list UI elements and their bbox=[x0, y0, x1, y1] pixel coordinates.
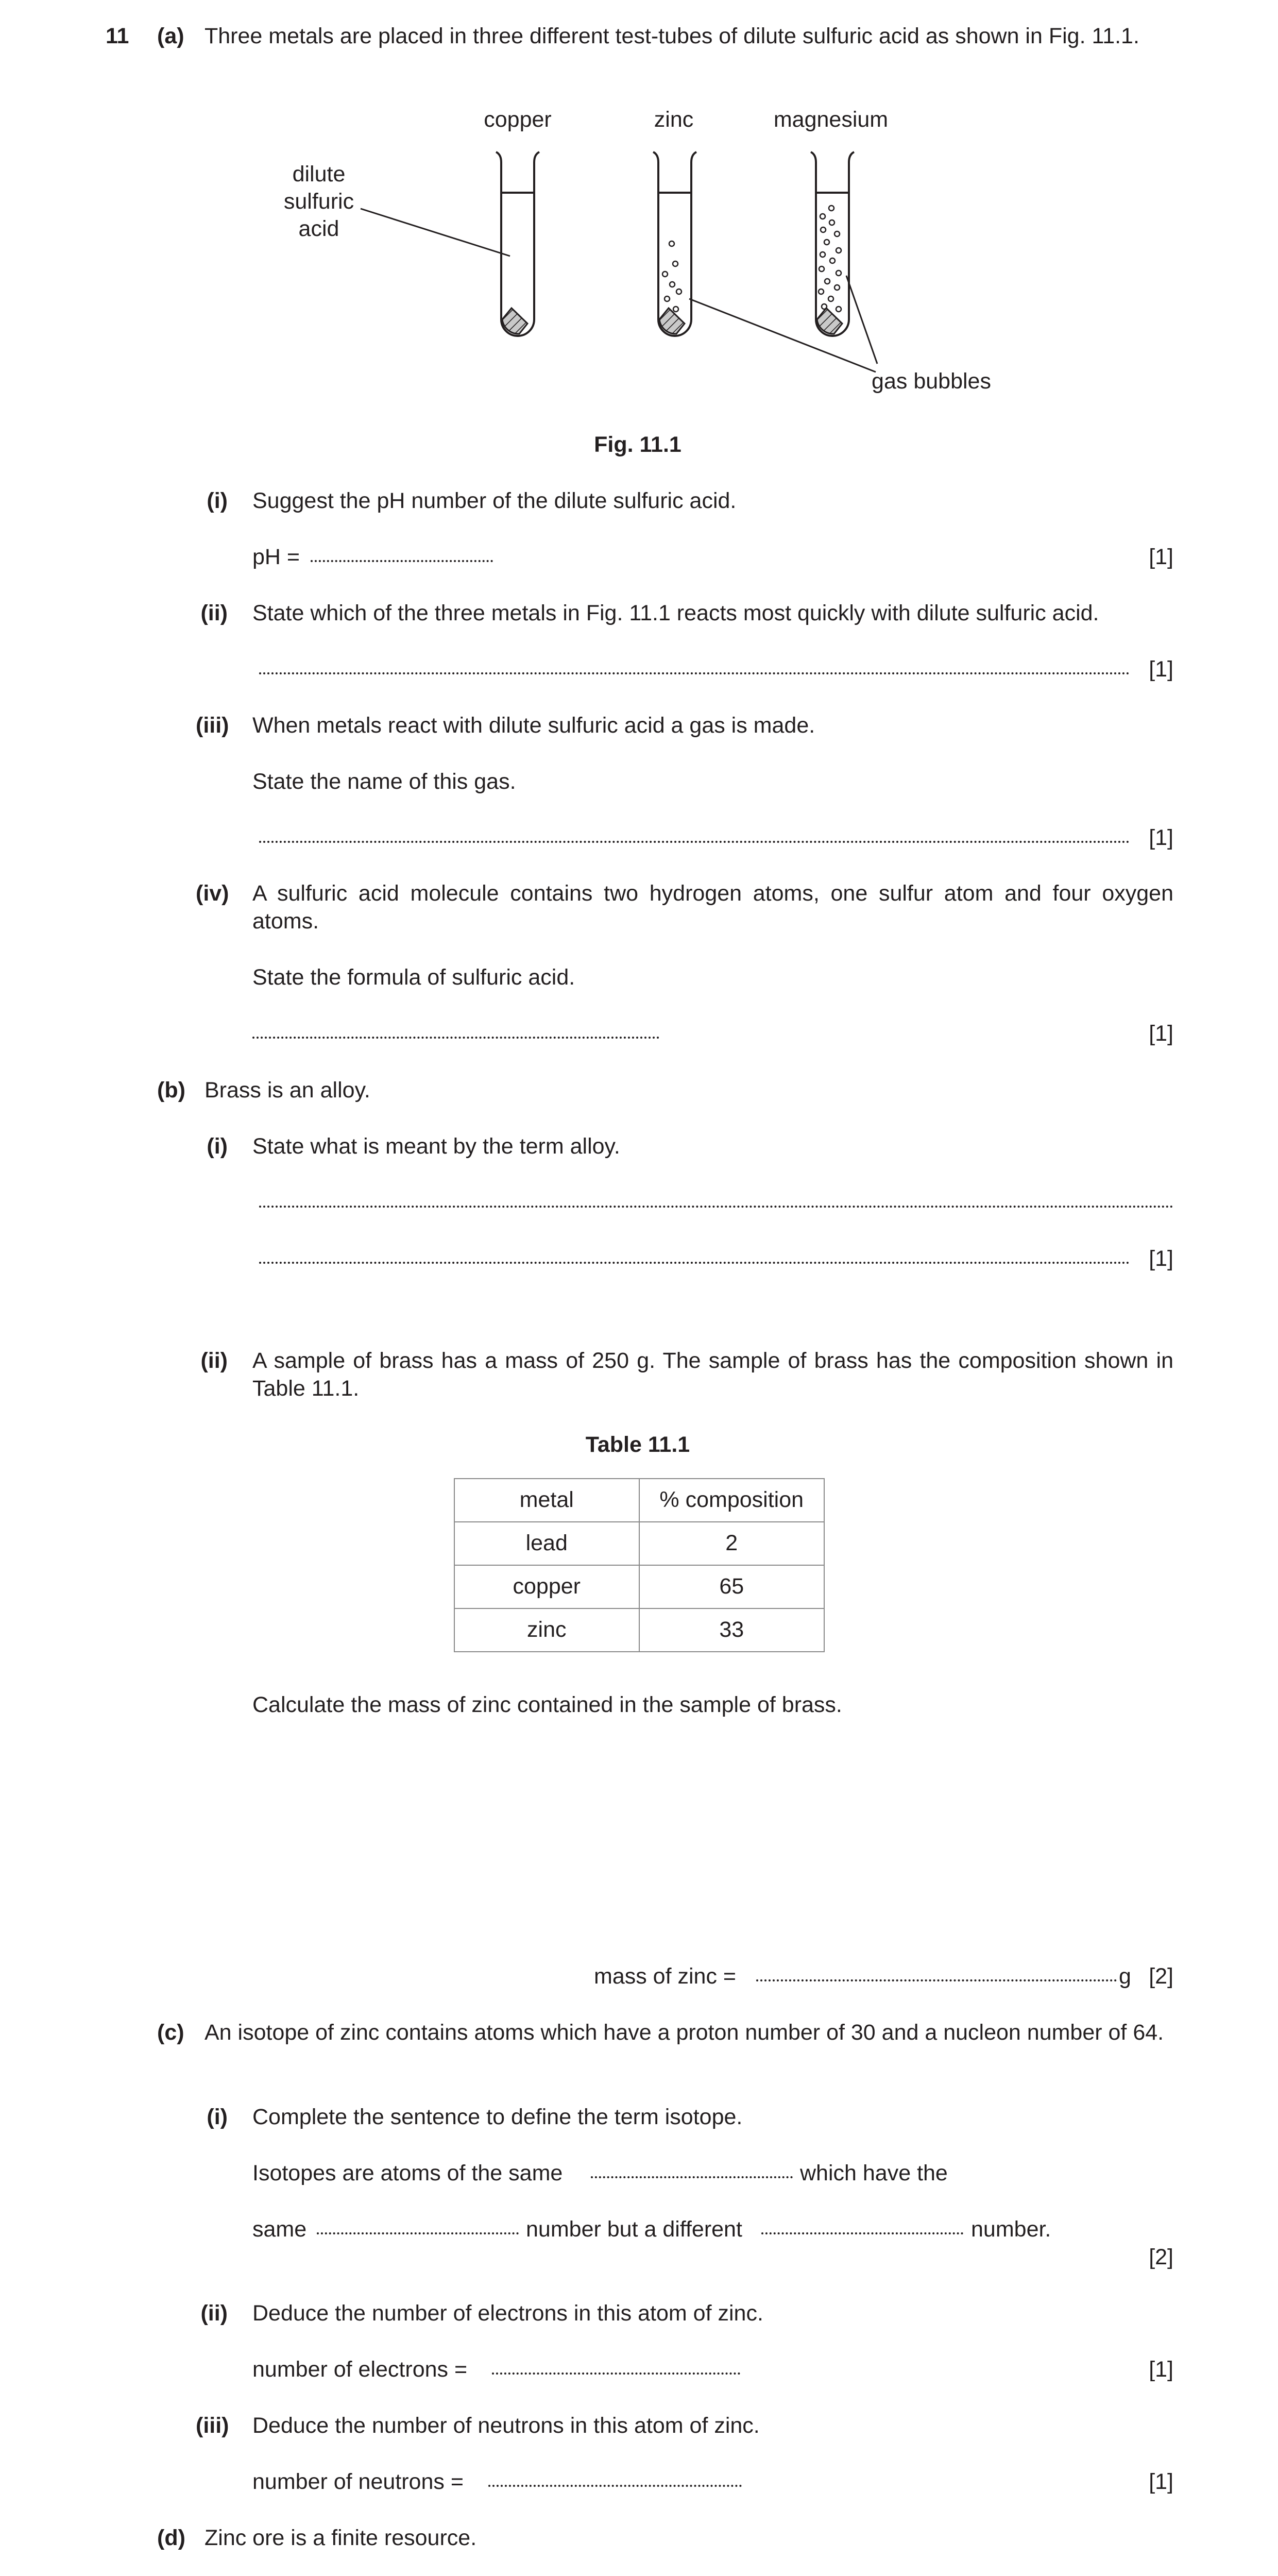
mark-b-i: [1] bbox=[1149, 1246, 1173, 1271]
part-c-ii-label: (ii) bbox=[200, 2301, 228, 2326]
answer-line-a-ii[interactable] bbox=[259, 672, 1130, 674]
part-a-iii-text: When metals react with dilute sulfuric acid a gas is made. bbox=[252, 713, 815, 738]
isotope-sentence-2a: same bbox=[252, 2217, 307, 2242]
part-b-label: (b) bbox=[157, 1078, 185, 1103]
table-cell-percent: 33 bbox=[639, 1608, 825, 1652]
answer-line-b-i-1[interactable] bbox=[259, 1206, 1173, 1208]
part-b-ii-label: (ii) bbox=[200, 1348, 228, 1373]
isotope-sentence-1b: which have the bbox=[800, 2161, 948, 2185]
part-b-i-text: State what is meant by the term alloy. bbox=[252, 1134, 620, 1159]
table-cell-metal: zinc bbox=[454, 1608, 639, 1652]
ph-answer-line[interactable] bbox=[311, 560, 493, 562]
part-c-label: (c) bbox=[157, 2020, 184, 2045]
part-c-iii-label: (iii) bbox=[196, 2413, 229, 2438]
mark-c-iii: [1] bbox=[1149, 2469, 1173, 2494]
isotope-blank-2[interactable] bbox=[317, 2232, 519, 2234]
ph-answer-prefix: pH = bbox=[252, 545, 300, 569]
part-a-i-label: (i) bbox=[207, 488, 228, 513]
table-title: Table 11.1 bbox=[585, 1432, 690, 1457]
table-cell-percent: 65 bbox=[639, 1565, 825, 1608]
label-zinc: zinc bbox=[654, 107, 694, 132]
label-acid-2: sulfuric bbox=[283, 189, 354, 214]
question-number: 11 bbox=[106, 24, 129, 48]
part-c-i-label: (i) bbox=[207, 2105, 228, 2129]
answer-line-b-i-2[interactable] bbox=[259, 1262, 1130, 1264]
composition-table bbox=[454, 1478, 825, 1652]
part-a-label: (a) bbox=[157, 24, 184, 48]
part-a-iv-text: A sulfuric acid molecule contains two hydrogen atoms, one sulfur atom and four oxygen atoms. bbox=[252, 881, 1173, 934]
isotope-blank-1[interactable] bbox=[591, 2176, 793, 2178]
bubbles-leader-zinc bbox=[689, 299, 876, 372]
part-a-iii-label: (iii) bbox=[196, 713, 229, 738]
part-a-iii-text2: State the name of this gas. bbox=[252, 769, 516, 794]
part-c-ii-text: Deduce the number of electrons in this atom of zinc. bbox=[252, 2301, 763, 2326]
part-b-ii-text: A sample of brass has a mass of 250 g. The sample of brass has the composition shown in Table 11.1. bbox=[252, 1348, 1173, 1401]
part-b-ii-instruction: Calculate the mass of zinc contained in the sample of brass. bbox=[252, 1692, 842, 1717]
mark-a-iii: [1] bbox=[1149, 825, 1173, 850]
electrons-answer-prefix: number of electrons = bbox=[252, 2357, 468, 2382]
zinc-answer-prefix: mass of zinc = bbox=[594, 1964, 737, 1989]
magnesium-bubbles bbox=[819, 206, 841, 312]
electrons-answer-line[interactable] bbox=[492, 2372, 740, 2375]
answer-line-a-iv[interactable] bbox=[252, 1037, 659, 1039]
isotope-sentence-2b: number but a different bbox=[526, 2217, 742, 2242]
neutrons-answer-line[interactable] bbox=[488, 2485, 742, 2487]
part-a-iv-text2: State the formula of sulfuric acid. bbox=[252, 965, 575, 990]
table-row bbox=[454, 1608, 824, 1652]
label-copper: copper bbox=[484, 107, 552, 132]
neutrons-answer-prefix: number of neutrons = bbox=[252, 2469, 464, 2494]
part-a-ii-text: State which of the three metals in Fig. 11.1 reacts most quickly with dilute sulfuric acid. bbox=[252, 601, 1099, 625]
part-b-intro: Brass is an alloy. bbox=[205, 1078, 370, 1103]
mark-b-ii: [2] bbox=[1149, 1964, 1173, 1989]
part-a-intro: Three metals are placed in three different test-tubes of dilute sulfuric acid as shown in Fig. 11.1. bbox=[205, 24, 1139, 48]
table-cell-metal: lead bbox=[454, 1522, 639, 1565]
figure-11-1 bbox=[0, 0, 1278, 412]
bubbles-leader-magnesium bbox=[846, 276, 877, 364]
part-a-i-text: Suggest the pH number of the dilute sulfuric acid. bbox=[252, 488, 737, 513]
test-tube-copper bbox=[496, 152, 539, 336]
answer-line-a-iii[interactable] bbox=[259, 841, 1130, 843]
table-header-row bbox=[454, 1479, 824, 1522]
label-acid-3: acid bbox=[298, 216, 339, 241]
table-cell-percent: 2 bbox=[639, 1522, 825, 1565]
part-c-iii-text: Deduce the number of neutrons in this atom of zinc. bbox=[252, 2413, 760, 2438]
label-magnesium: magnesium bbox=[773, 107, 889, 132]
table-header-composition: % composition bbox=[639, 1479, 825, 1522]
zinc-answer-unit: g bbox=[1119, 1964, 1131, 1989]
zinc-bubbles bbox=[662, 241, 681, 312]
table-row bbox=[454, 1565, 824, 1608]
mark-a-iv: [1] bbox=[1149, 1021, 1173, 1046]
mark-c-i: [2] bbox=[1149, 2245, 1173, 2269]
part-d-label: (d) bbox=[157, 2526, 185, 2550]
part-a-iv-label: (iv) bbox=[196, 881, 229, 906]
part-a-ii-label: (ii) bbox=[200, 601, 228, 625]
label-acid-1: dilute bbox=[292, 162, 346, 187]
part-c-intro: An isotope of zinc contains atoms which have a proton number of 30 and a nucleon number of 64. bbox=[205, 2020, 1164, 2045]
isotope-sentence-2c: number. bbox=[971, 2217, 1051, 2242]
isotope-sentence-1a: Isotopes are atoms of the same bbox=[252, 2161, 563, 2185]
zinc-answer-line[interactable] bbox=[756, 1979, 1117, 1981]
mark-c-ii: [1] bbox=[1149, 2357, 1173, 2382]
mark-a-i: [1] bbox=[1149, 545, 1173, 569]
mark-a-ii: [1] bbox=[1149, 657, 1173, 682]
part-b-i-label: (i) bbox=[207, 1134, 228, 1159]
label-gas-bubbles: gas bubbles bbox=[872, 369, 991, 394]
test-tube-magnesium bbox=[811, 152, 854, 336]
part-d-intro: Zinc ore is a finite resource. bbox=[205, 2526, 477, 2550]
acid-leader-line bbox=[361, 209, 510, 256]
isotope-blank-3[interactable] bbox=[761, 2232, 963, 2234]
part-c-i-text: Complete the sentence to define the term isotope. bbox=[252, 2105, 743, 2129]
table-header-metal: metal bbox=[454, 1479, 639, 1522]
figure-caption-text: Fig. 11.1 bbox=[594, 432, 681, 457]
table-row bbox=[454, 1522, 824, 1565]
table-cell-metal: copper bbox=[454, 1565, 639, 1608]
